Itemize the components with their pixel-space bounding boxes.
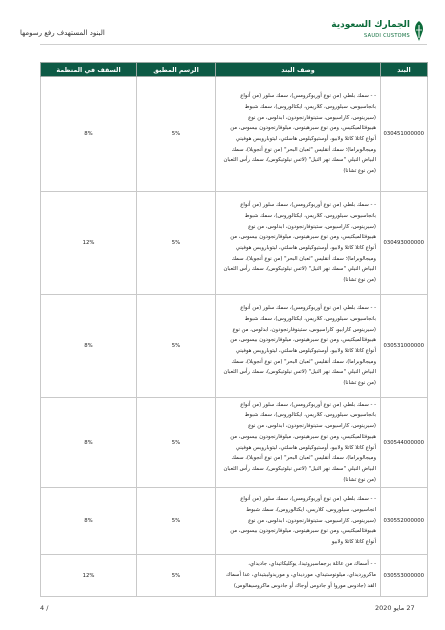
item-code: 030552000000 (381, 488, 428, 555)
column-header-bound-ceiling: السقف في المنظمة (41, 63, 137, 77)
bound-ceiling: 8% (41, 488, 137, 555)
bound-ceiling: 8% (41, 77, 137, 192)
item-description: - - سمك بلطي (من نوع أوريوكرومس)، سمك سلور (من أنواع بانجاسيوس، سيلوروس، كلاريس، ايكتالوروس)، سمك شبوط (سيرينوس، كاراسيوس، ستينوفارنجودون، ابدلوس، من نوع هيبوفثالميكتيس، ومن نوع سيرهينوس، ميلوفارنجودون بيسوس، من أنواع كاتلا كاتلا ولابيو، أوستيوكيلوس هاسلتي، ليتوبارويس هوفيني وميجالوبراما)؛ سمك أنقليس "ثعبان البحر" (من نوع أنجويلا)، سمك البياض النيلي "سمك نهر النيل" (لاتس نيلوتيكوس)، سمك رأس الثعبان (من نوع تشانا) (216, 192, 381, 295)
page-number: 4 / (40, 604, 49, 612)
applied-rate: 5% (137, 488, 216, 555)
bound-ceiling: 8% (41, 398, 137, 488)
applied-rate: 5% (137, 77, 216, 192)
item-description: - - سمك بلطي (من نوع أوريوكرومس)، سمك سلور (من أنواع بانجاسيوس، سيلوروس، كلاريس، ايكتالوروس)، سمك شبوط (سيرينوس كارابيو، كاراسيوس، ستينوفارنجودون، ابدلوس، من نوع هيبوفثالميكتيس، ومن نوع سيرهينوس، ميلوفارنجودون بيسوس، من أنواع كاتلا كاتلا ولابيو، أوستيوكيلوس هاسلتي، ليتوبارويس هوفيني وميجالوبراما)، سمك أنقليس "ثعبان البحر" (من نوع أنجويلا)، سمك البياض النيلي "سمك نهر النيل" (لاتس نيلوتيكوس)، سمك رأس الثعبان (من نوع تشانا) (216, 295, 381, 398)
bound-ceiling: 12% (41, 192, 137, 295)
table-row (41, 77, 428, 192)
column-header-description: وصف البند (216, 63, 381, 77)
table-row (41, 488, 428, 555)
customs-logo-icon (412, 20, 426, 42)
document-title: البنود المستهدف رفع رسومها (20, 29, 105, 37)
table-row (41, 192, 428, 295)
item-code: 030544000000 (381, 398, 428, 488)
bound-ceiling: 12% (41, 555, 137, 597)
item-code: 030493000000 (381, 192, 428, 295)
item-description: - - سمك بلطي (من نوع أوريوكرومس)، سمك سلور (من أنواع بانجاسيوس، سيلوروس، كلاريس، ايكتالوروس)، سمك شبوط (سيرينوس، كاراسيوس، ستينوفارنجودون، ابدلوس، من نوع هيبوفثالميكتيس، ومن نوع سيرهينوس، ميلوفارنجودون بيسوس، من أنواع كاتلا كاتلا ولابيو، أوستيوكيلوس هاسلتي، ليتوبارويس هوفيني وميجالوبراما)، سمك أنقليس "ثعبان البحر" (من نوع أنجويلا)، سمك البياض النيلي "سمك نهر النيل" (لاتس نيلوتيكوس)، سمك رأس الثعبان (من نوع تشانا) (216, 398, 381, 488)
column-header-applied-rate: الرسم المطبق (137, 63, 216, 77)
item-code: 030531000000 (381, 295, 428, 398)
table-row (41, 555, 428, 597)
table-header-row (41, 63, 428, 77)
footer-date: 27 مايو 2020 (375, 604, 415, 612)
saudi-customs-logo (316, 20, 426, 46)
logo-arabic-text: الجمارك السعودية (331, 20, 410, 30)
item-description: - - سمك بلطي (من نوع أوريوكرومس)، سمك سلور (من أنواع انجاسيوس، سيلوروس، كلاريس، ايكتالوروس)، سمك شبوط (سيرينوس، كاراسيوس، ستينوفارنجودون، ابدلوس، من نوع هيبوفثالميكتيس، ومن نوع سيرهينوس، ميلوفارنجودون بيسوس، من أنواع كاتلا كاتلا ولابيو (216, 488, 381, 555)
item-code: 030553000000 (381, 555, 428, 597)
tariff-table (40, 62, 428, 597)
item-description: - - سمك بلطي (من نوع أوريوكرومس)، سمك سلور (من أنواع بانجاسيوس، سيلوروس، كلاريس، ايكتالوروس)، سمك شبوط (سيرينوس، كاراسيوس، ستينوفارنجودون، ابدلوس، من نوع هيبوفثالميكتيس، ومن نوع سيرهينوس، ميلوفارنجودون بيسوس، من أنواع كاتلا كاتلا ولابيو، أوستيوكيلوس هاسلتي، ليتوبارويس هوفيني وميجالوبراما)؛ سمك أنقليس "ثعبان البحر" (من نوع أنجويلا)، سمك البياض النيلي "سمك نهر النيل" (لاتس نيلوتيكوس)، سمك رأس الثعبان (من نوع تشانا) (216, 77, 381, 192)
applied-rate: 5% (137, 398, 216, 488)
applied-rate: 5% (137, 192, 216, 295)
table-row (41, 295, 428, 398)
applied-rate: 5% (137, 295, 216, 398)
item-code: 030451000000 (381, 77, 428, 192)
applied-rate: 5% (137, 555, 216, 597)
logo-english-text: SAUDI CUSTOMS (364, 33, 410, 39)
column-header-code: البند (381, 63, 428, 77)
table-row (41, 398, 428, 488)
bound-ceiling: 8% (41, 295, 137, 398)
item-description: - - أسماك من عائلة برجماسيروتيدا، يوكليكاتيداي، جاديداي، ماكرورديداي، ميلونوستيداي، مورديداي، و موريدوليبتيداي، عدا أسماك القد (جادوس موروا أو جادوس أوجاك أو جادوس ماكروسيفالوس) (216, 555, 381, 597)
header-divider (40, 44, 427, 45)
